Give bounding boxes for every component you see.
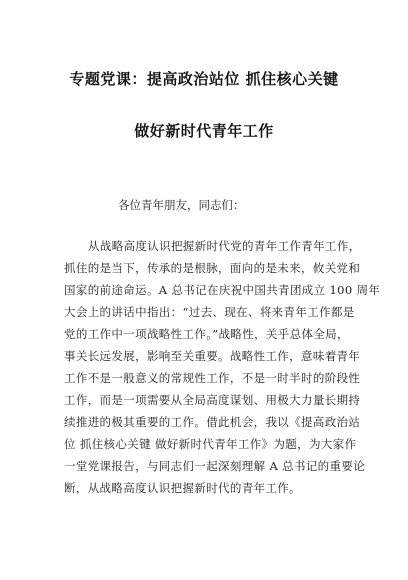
paragraph-line-10: 位 抓住核心关键 做好新时代青年工作》为题，为大家作 [64, 437, 357, 451]
paragraph-line-2: 抓住的是当下，传承的是根脉，面向的是未来，攸关党和 [64, 261, 361, 275]
paragraph-line-4: 大会上的讲话中指出：“过去、现在、将来青年工作都是 [64, 305, 355, 319]
document-title-line-1: 专题党课：提高政治站位 抓住核心关键 [69, 70, 339, 88]
paragraph-line-6: 事关长远发展，影响至关重要。战略性工作，意味着青年 [64, 349, 361, 363]
paragraph-line-12: 断，从战略高度认识把握新时代的青年工作。 [64, 481, 301, 495]
paragraph-line-7: 工作不是一般意义的常规性工作，不是一时半时的阶段性 [64, 371, 361, 385]
document-title-line-2: 做好新时代青年工作 [134, 122, 274, 140]
paragraph-line-3: 国家的前途命运。A 总书记在庆祝中国共青团成立 100 周年 [64, 283, 381, 297]
paragraph-line-9: 续推进的极其重要的工作。借此机会，我以《提高政治站 [64, 415, 361, 429]
greeting: 各位青年朋友，同志们： [118, 198, 245, 212]
paragraph-line-8: 工作，而是一项需要从全局高度谋划、用极大力量长期持 [64, 393, 361, 407]
paragraph-line-11: 一堂党课报告，与同志们一起深刻理解 A 总书记的重要论 [64, 459, 366, 473]
paragraph-line-1: 从战略高度认识把握新时代党的青年工作青年工作， [88, 239, 361, 253]
paragraph-line-5: 党的工作中一项战略性工作。”战略性，关乎总体全局， [64, 327, 349, 341]
